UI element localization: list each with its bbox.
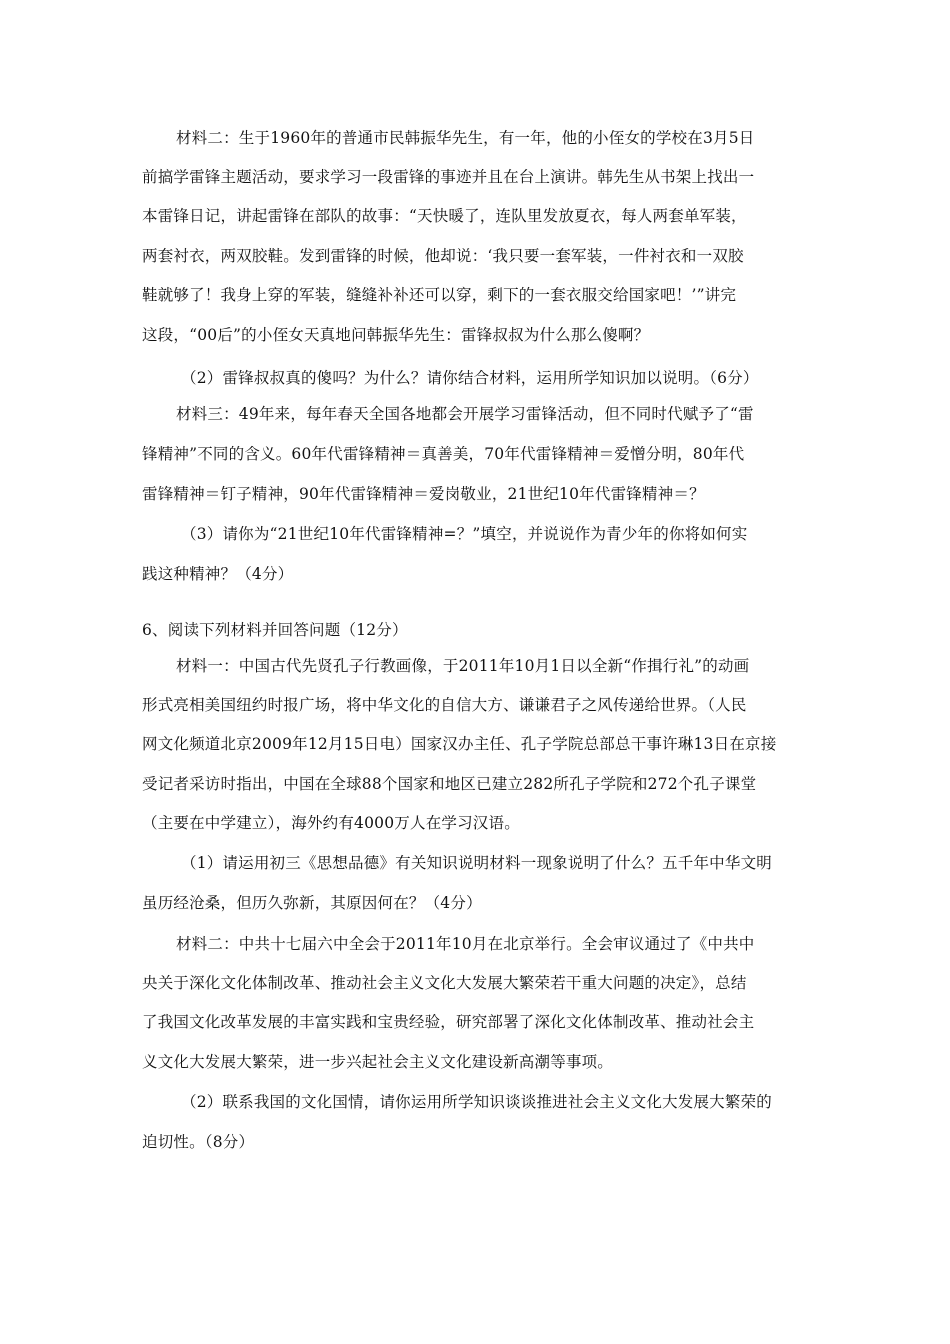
s6-material2-line-1: 材料二：中共十七届六中全会于2011年10月在北京举行。全会审议通过了《中共中 <box>176 935 755 953</box>
s6-question1-line-2: 虽历经沧桑，但历久弥新，其原因何在？（4分） <box>142 894 482 912</box>
s6-material2-line-3: 了我国文化改革发展的丰富实践和宝贵经验，研究部署了深化文化体制改革、推动社会主 <box>142 1013 755 1031</box>
s5-material3-line-1: 材料三：49年来，每年春天全国各地都会开展学习雷锋活动，但不同时代赋予了“雷 <box>176 405 754 423</box>
s6-material1-line-3: 网文化频道北京2009年12月15日电）国家汉办主任、孔子学院总部总干事许琳13日在京接 <box>142 735 777 753</box>
s6-material2-line-4: 义文化大发展大繁荣，进一步兴起社会主义文化建设新高潮等事项。 <box>142 1053 614 1071</box>
s5-material2-line-4: 两套衬衣，两双胶鞋。发到雷锋的时候，他却说：‘我只要一套军装，一件衬衣和一双胶 <box>142 247 744 265</box>
s6-material1-line-5: （主要在中学建立），海外约有4000万人在学习汉语。 <box>142 814 520 832</box>
s5-material3-line-2: 锋精神”不同的含义。60年代雷锋精神＝真善美，70年代雷锋精神＝爱憎分明，80年代 <box>142 445 745 463</box>
s5-question2: （2）雷锋叔叔真的傻吗？为什么？请你结合材料，运用所学知识加以说明。（6分） <box>181 369 759 387</box>
s5-material2-line-5: 鞋就够了！我身上穿的军装，缝缝补补还可以穿，剩下的一套衣服交给国家吧！’”讲完 <box>142 286 737 304</box>
s6-material2-line-2: 央关于深化文化体制改革、推动社会主义文化大发展大繁荣若干重大问题的决定》，总结 <box>142 974 747 992</box>
s6-material1-line-1: 材料一：中国古代先贤孔子行教画像，于2011年10月1日以全新“作揖行礼”的动画 <box>176 657 750 675</box>
s5-material2-line-1: 材料二：生于1960年的普通市民韩振华先生，有一年，他的小侄女的学校在3月5日 <box>176 129 755 147</box>
s5-question3-line-1: （3）请你为“21世纪10年代雷锋精神=？”填空，并说说作为青少年的你将如何实 <box>181 525 748 543</box>
s5-material2-line-2: 前搞学雷锋主题活动，要求学习一段雷锋的事迹并且在台上演讲。韩先生从书架上找出一 <box>142 168 755 186</box>
s5-material2-line-6: 这段，“00后”的小侄女天真地问韩振华先生：雷锋叔叔为什么那么傻啊？ <box>142 326 650 344</box>
s5-question3-line-2: 践这种精神？（4分） <box>142 565 294 583</box>
s6-question2-line-1: （2）联系我国的文化国情，请你运用所学知识谈谈推进社会主义文化大发展大繁荣的 <box>181 1093 772 1111</box>
s6-question1-line-1: （1）请运用初三《思想品德》有关知识说明材料一现象说明了什么？五千年中华文明 <box>181 854 772 872</box>
s6-heading: 6、阅读下列材料并回答问题（12分） <box>142 621 408 639</box>
s6-material1-line-2: 形式亮相美国纽约时报广场，将中华文化的自信大方、谦谦君子之风传递给世界。（人民 <box>142 696 747 714</box>
s5-material3-line-3: 雷锋精神＝钉子精神，90年代雷锋精神＝爱岗敬业，21世纪10年代雷锋精神＝？ <box>142 485 705 503</box>
s5-material2-line-3: 本雷锋日记，讲起雷锋在部队的故事：“天快暖了，连队里发放夏衣，每人两套单军装， <box>142 207 747 225</box>
s6-question2-line-2: 迫切性。（8分） <box>142 1133 255 1151</box>
s6-material1-line-4: 受记者采访时指出，中国在全球88个国家和地区已建立282所孔子学院和272个孔子课堂 <box>142 775 757 793</box>
